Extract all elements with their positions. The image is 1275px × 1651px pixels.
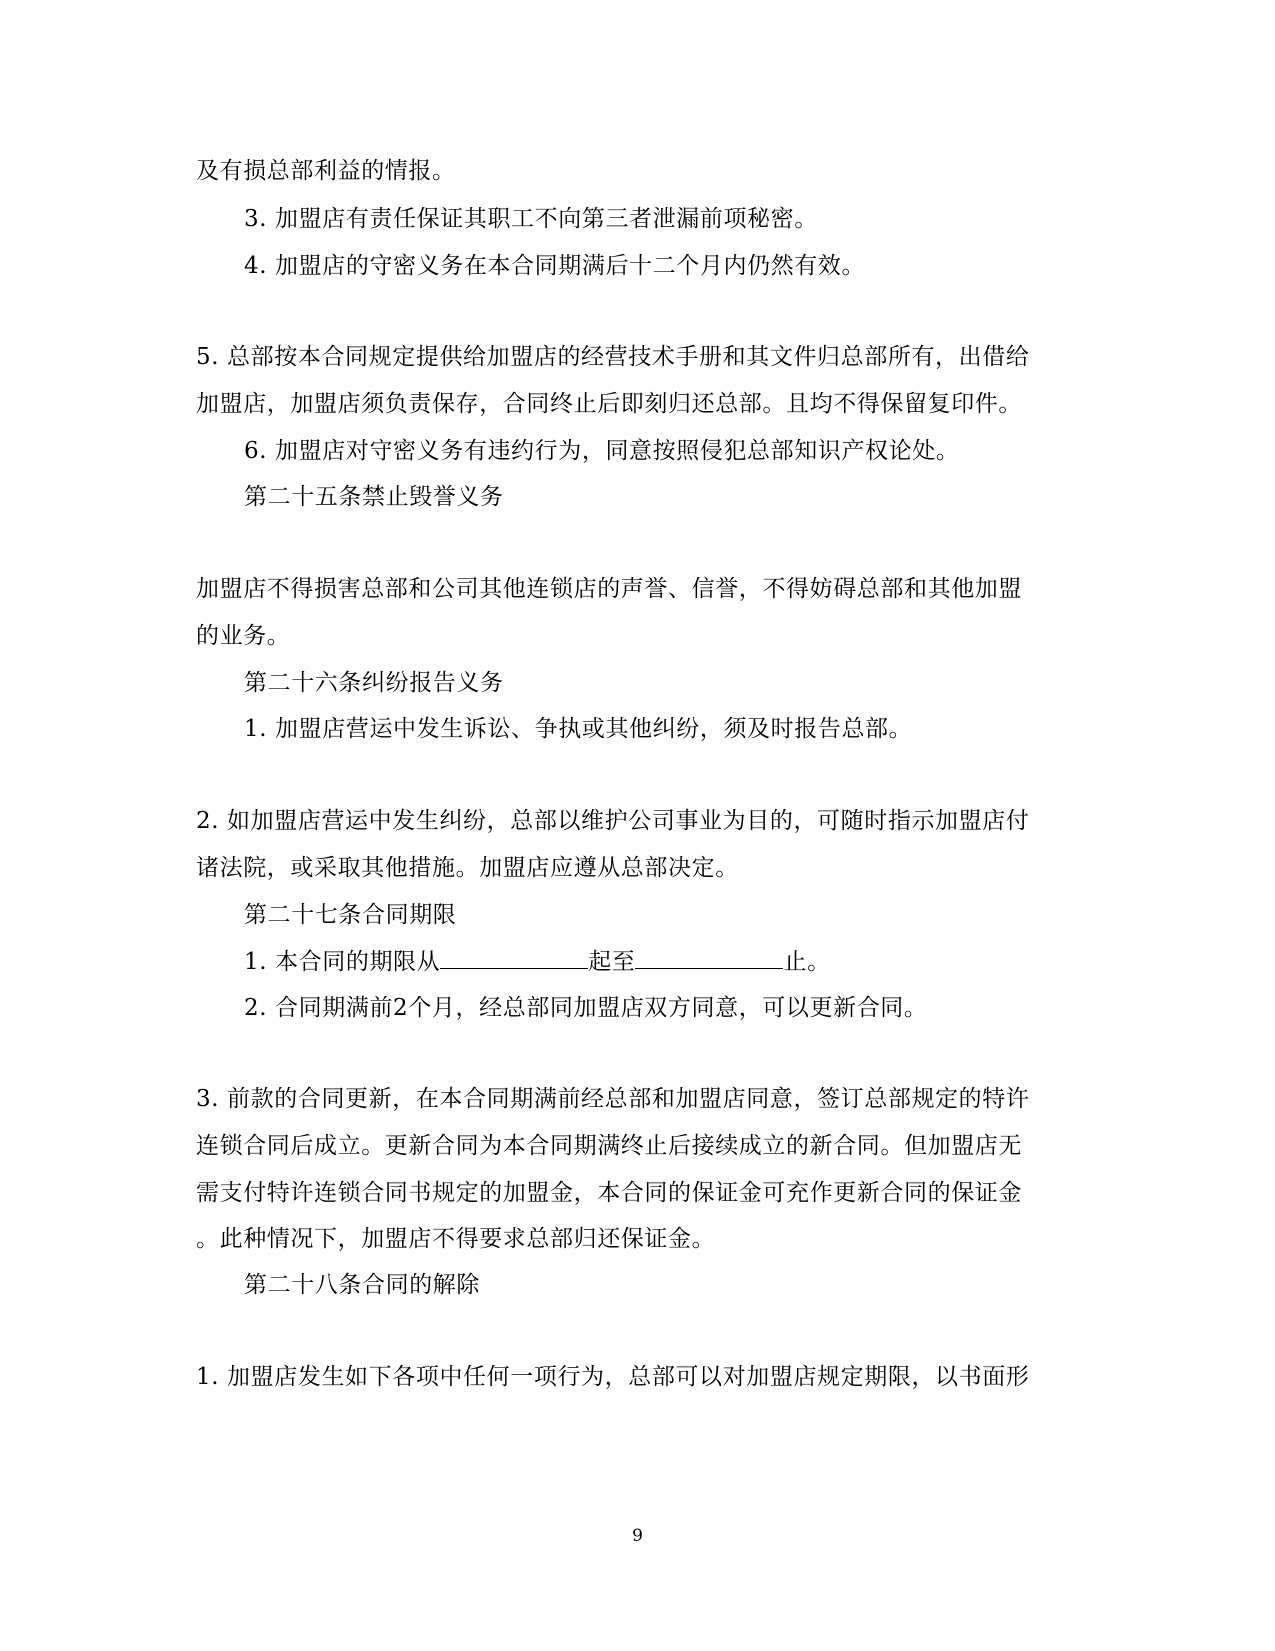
paragraph-line: 需支付特许连锁合同书规定的加盟金，本合同的保证金可充作更新合同的保证金 bbox=[196, 1180, 1022, 1206]
paragraph-line: 。此种情况下，加盟店不得要求总部归还保证金。 bbox=[196, 1226, 716, 1252]
paragraph-line: 2. 如加盟店营运中发生纠纷，总部以维护公司事业为目的，可随时指示加盟店付 bbox=[196, 808, 1030, 834]
paragraph-line: 加盟店，加盟店须负责保存，合同终止后即刻归还总部。且均不得保留复印件。 bbox=[196, 391, 1022, 417]
page-number: 9 bbox=[632, 1526, 643, 1546]
paragraph-line: 1. 加盟店营运中发生诉讼、争执或其他纠纷，须及时报告总部。 bbox=[244, 716, 913, 742]
start-date-blank[interactable] bbox=[440, 946, 588, 969]
article-heading: 第二十八条合同的解除 bbox=[244, 1272, 480, 1298]
term-middle: 起至 bbox=[588, 949, 636, 975]
paragraph-line: 连锁合同后成立。更新合同为本合同期满终止后接续成立的新合同。但加盟店无 bbox=[196, 1133, 1022, 1159]
paragraph-line: 诸法院，或采取其他措施。加盟店应遵从总部决定。 bbox=[196, 855, 739, 881]
paragraph-line: 4. 加盟店的守密义务在本合同期满后十二个月内仍然有效。 bbox=[244, 253, 866, 279]
paragraph-line: 2. 合同期满前2个月，经总部同加盟店双方同意，可以更新合同。 bbox=[244, 995, 928, 1021]
paragraph-line: 加盟店不得损害总部和公司其他连锁店的声誉、信誉，不得妨碍总部和其他加盟 bbox=[196, 576, 1022, 602]
paragraph-line: 5. 总部按本合同规定提供给加盟店的经营技术手册和其文件归总部所有，出借给 bbox=[196, 344, 1030, 370]
term-line bbox=[244, 946, 831, 977]
paragraph-line: 的业务。 bbox=[196, 623, 291, 649]
term-suffix: 止。 bbox=[783, 949, 831, 975]
end-date-blank[interactable] bbox=[635, 946, 783, 969]
paragraph-line: 及有损总部利益的情报。 bbox=[196, 158, 456, 184]
paragraph-line: 3. 前款的合同更新，在本合同期满前经总部和加盟店同意，签订总部规定的特许 bbox=[196, 1086, 1030, 1112]
article-heading: 第二十六条纠纷报告义务 bbox=[244, 670, 504, 696]
paragraph-line: 1. 加盟店发生如下各项中任何一项行为，总部可以对加盟店规定期限，以书面形 bbox=[196, 1364, 1030, 1390]
paragraph-line: 6. 加盟店对守密义务有违约行为，同意按照侵犯总部知识产权论处。 bbox=[244, 438, 960, 464]
article-heading: 第二十七条合同期限 bbox=[244, 902, 457, 928]
article-heading: 第二十五条禁止毁誉义务 bbox=[244, 484, 504, 510]
term-prefix: 1. 本合同的期限从 bbox=[244, 949, 441, 975]
paragraph-line: 3. 加盟店有责任保证其职工不向第三者泄漏前项秘密。 bbox=[244, 206, 818, 232]
